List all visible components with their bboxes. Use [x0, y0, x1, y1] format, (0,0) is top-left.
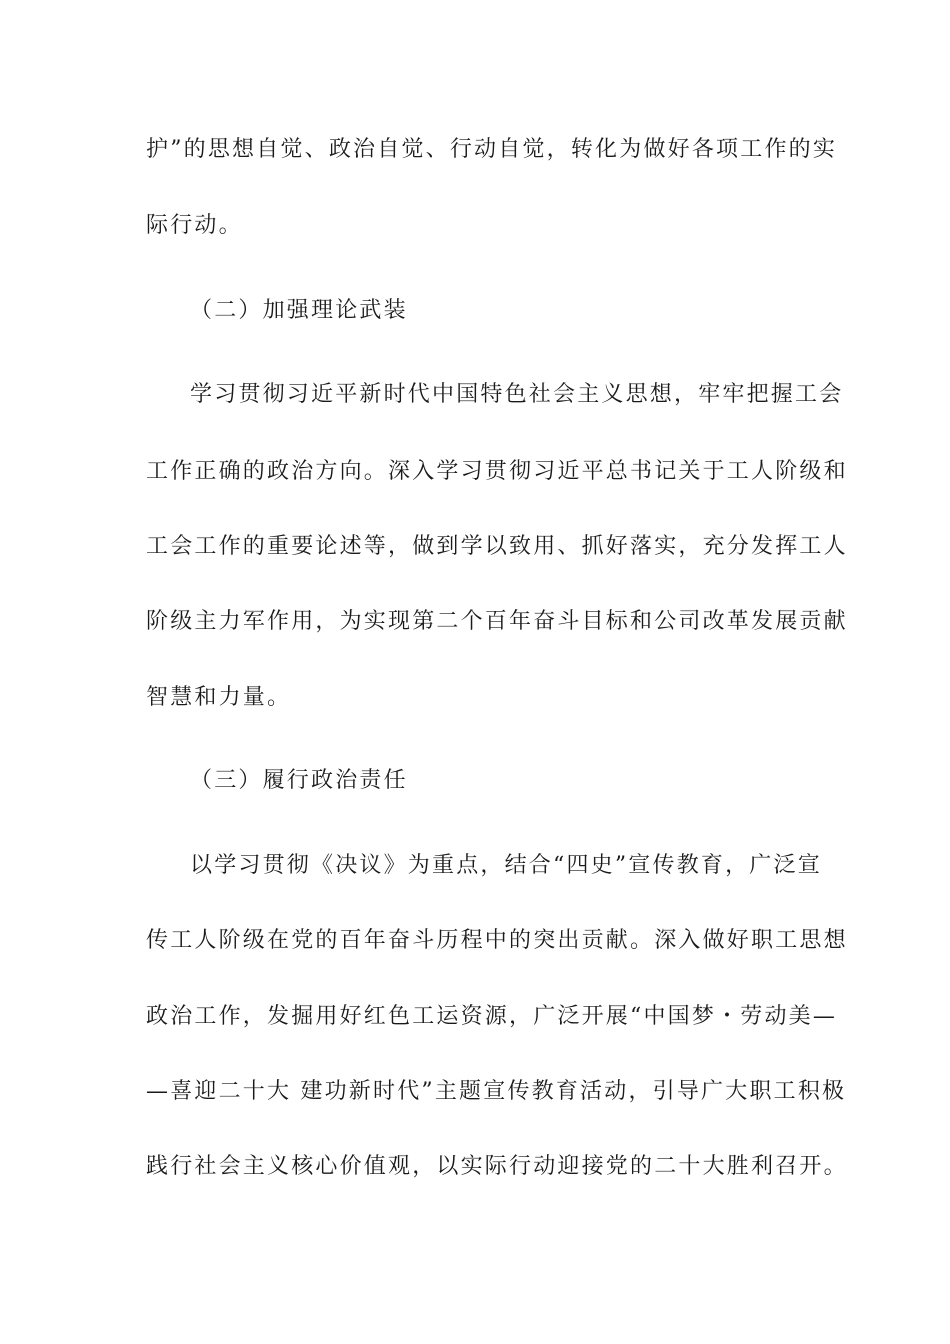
- paragraph-3-line-3: 政治工作，发掘用好红色工运资源，广泛开展“中国梦・劳动美—: [146, 1004, 838, 1029]
- paragraph-2-line-4: 阶级主力军作用，为实现第二个百年奋斗目标和公司改革发展贡献: [146, 609, 848, 634]
- paragraph-1-line-2: 际行动。: [146, 213, 243, 238]
- section-heading-3: （三）履行政治责任: [190, 768, 408, 793]
- paragraph-2-line-5: 智慧和力量。: [146, 685, 292, 710]
- paragraph-2-line-3: 工会工作的重要论述等，做到学以致用、抓好落实，充分发挥工人: [146, 534, 848, 559]
- paragraph-2-line-1: 学习贯彻习近平新时代中国特色社会主义思想，牢牢把握工会: [190, 382, 844, 407]
- paragraph-3-line-2: 传工人阶级在党的百年奋斗历程中的突出贡献。深入做好职工思想: [146, 928, 848, 953]
- paragraph-3-line-4: —喜迎二十大 建功新时代”主题宣传教育活动，引导广大职工积极: [146, 1079, 847, 1104]
- paragraph-3-line-5: 践行社会主义核心价值观，以实际行动迎接党的二十大胜利召开。: [146, 1154, 848, 1179]
- section-heading-2: （二）加强理论武装: [190, 298, 408, 323]
- paragraph-1-line-1: 护”的思想自觉、政治自觉、行动自觉，转化为做好各项工作的实: [146, 137, 838, 162]
- paragraph-3-line-1: 以学习贯彻《决议》为重点，结合“四史”宣传教育，广泛宣: [190, 853, 822, 878]
- paragraph-2-line-2: 工作正确的政治方向。深入学习贯彻习近平总书记关于工人阶级和: [146, 459, 848, 484]
